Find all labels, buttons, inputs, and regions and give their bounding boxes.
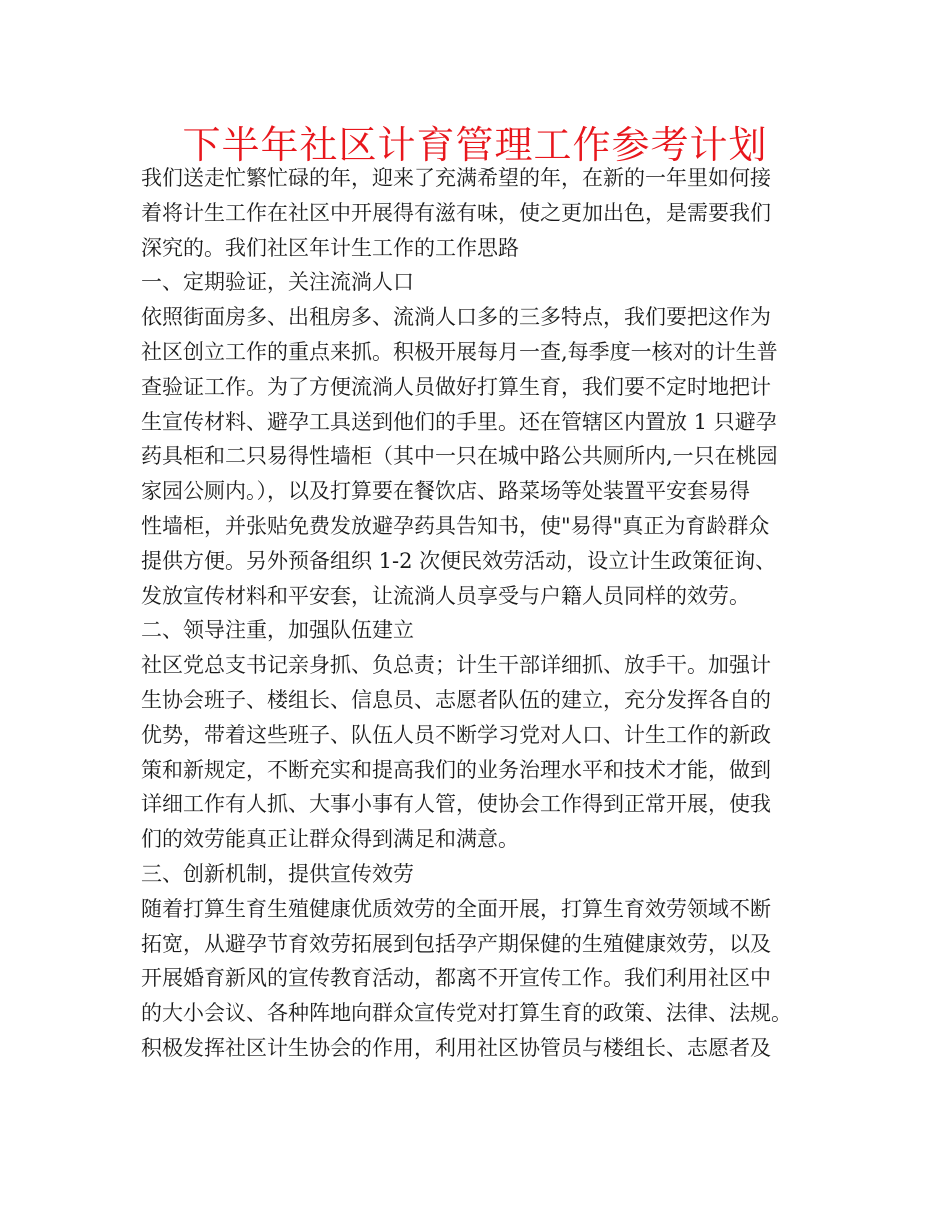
paragraph-line-22: 随着打算生育生殖健康优质效劳的全面开展，打算生育效劳领域不断 bbox=[141, 896, 771, 921]
paragraph-line-3: 深究的。我们社区年计生工作的工作思路 bbox=[141, 235, 519, 260]
paragraph-line-7: 查验证工作。为了方便流淌人员做好打算生育，我们要不定时地把计 bbox=[141, 374, 771, 399]
paragraph-line-11: 性墙柜，并张贴免费发放避孕药具告知书，使"易得"真正为育龄群众 bbox=[141, 513, 770, 538]
paragraph-line-15: 社区党总支书记亲身抓、负总责；计生干部详细抓、放手干。加强计 bbox=[141, 653, 771, 678]
paragraph-line-10: 家园公厕内。），以及打算要在餐饮店、路菜场等处装置平安套易得 bbox=[141, 479, 750, 504]
section-heading-3: 三、创新机制，提供宣传效劳 bbox=[141, 861, 414, 886]
paragraph-line-13: 发放宣传材料和平安套，让流淌人员享受与户籍人员同样的效劳。 bbox=[141, 583, 750, 608]
paragraph-line-24: 开展婚育新风的宣传教育活动，都离不开宣传工作。我们利用社区中 bbox=[141, 966, 771, 991]
paragraph-line-9: 药具柜和二只易得性墙柜（其中一只在城中路公共厕所内,一只在桃园 bbox=[141, 444, 778, 469]
paragraph-line-8: 生宣传材料、避孕工具送到他们的手里。还在管辖区内置放 1 只避孕 bbox=[141, 409, 777, 434]
paragraph-line-1: 我们送走忙繁忙碌的年，迎来了充满希望的年，在新的一年里如何接 bbox=[141, 166, 771, 190]
section-heading-1: 一、定期验证，关注流淌人口 bbox=[141, 270, 414, 295]
paragraph-line-19: 详细工作有人抓、大事小事有人管，使协会工作得到正常开展，使我 bbox=[141, 792, 771, 817]
document-body bbox=[141, 161, 831, 1066]
paragraph-line-12: 提供方便。另外预备组织 1-2 次便民效劳活动，设立计生政策征询、 bbox=[141, 548, 777, 573]
paragraph-line-25: 的大小会议、各种阵地向群众宣传党对打算生育的政策、法律、法规。 bbox=[141, 1001, 792, 1026]
paragraph-line-26: 积极发挥社区计生协会的作用，利用社区协管员与楼组长、志愿者及 bbox=[141, 1035, 771, 1060]
paragraph-line-20: 们的效劳能真正让群众得到满足和满意。 bbox=[141, 827, 519, 852]
paragraph-line-18: 策和新规定，不断充实和提高我们的业务治理水平和技术才能，做到 bbox=[141, 757, 771, 782]
section-heading-2: 二、领导注重，加强队伍建立 bbox=[141, 618, 414, 643]
document-title: 下半年社区计育管理工作参考计划 bbox=[182, 123, 768, 167]
paragraph-line-16: 生协会班子、楼组长、信息员、志愿者队伍的建立，充分发挥各自的 bbox=[141, 687, 771, 712]
paragraph-line-17: 优势，带着这些班子、队伍人员不断学习党对人口、计生工作的新政 bbox=[141, 722, 771, 747]
paragraph-line-6: 社区创立工作的重点来抓。积极开展每月一查,每季度一核对的计生普 bbox=[141, 339, 778, 364]
paragraph-line-5: 依照街面房多、出租房多、流淌人口多的三多特点，我们要把这作为 bbox=[141, 305, 771, 330]
paragraph-line-23: 拓宽，从避孕节育效劳拓展到包括孕产期保健的生殖健康效劳，以及 bbox=[141, 931, 771, 956]
paragraph-line-2: 着将计生工作在社区中开展得有滋有味，使之更加出色，是需要我们 bbox=[141, 200, 771, 225]
